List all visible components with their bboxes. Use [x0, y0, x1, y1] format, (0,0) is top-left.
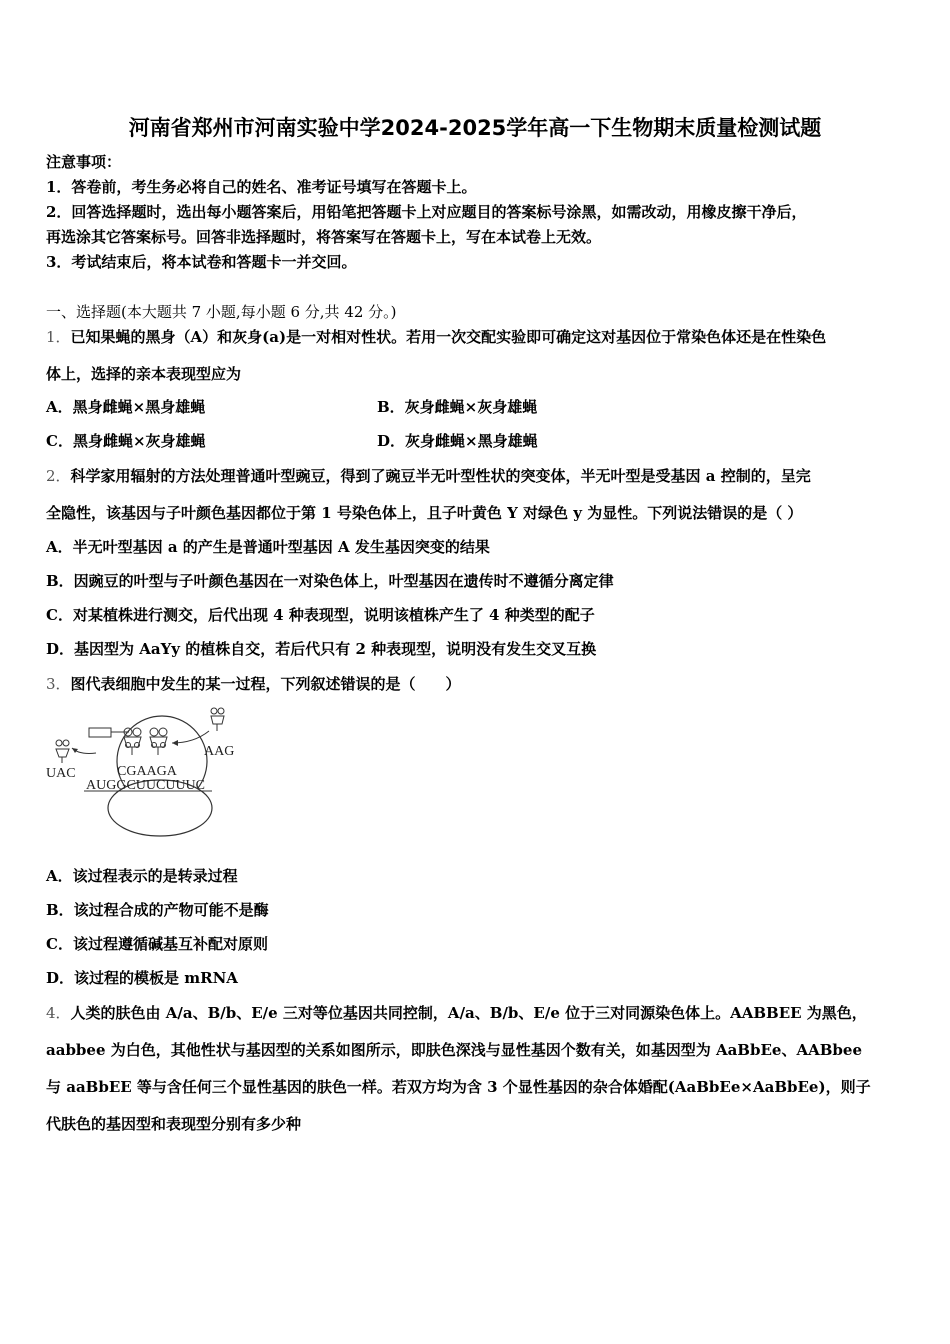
- q3-option-a: A．该过程表示的是转录过程: [46, 867, 238, 885]
- q1-option-b: B．灰身雌蝇×灰身雄蝇: [377, 398, 538, 416]
- question-number: 4．: [46, 1004, 71, 1022]
- trna-incoming: [211, 708, 224, 731]
- question-text: 已知果蝇的黑身（A）和灰身(a)是一对相对性状。若用一次交配实验即可确定这对基因位于常染色体还是在性染色: [70, 328, 827, 346]
- question-1-stem-line: 体上，选择的亲本表现型应为: [46, 365, 242, 383]
- mrna-sequence-label: AUGGCUUCUUUC: [86, 778, 206, 793]
- trna-left: [56, 740, 69, 763]
- q2-option-a: A．半无叶型基因 a 的产生是普通叶型基因 A 发生基因突变的结果: [46, 538, 490, 556]
- question-1-stem-line: [46, 327, 908, 347]
- question-3-stem-line: [46, 674, 908, 694]
- question-4-stem-line: aabbee 为白色，其他性状与基因型的关系如图所示，即肤色深浅与显性基因个数有关，如基因型为 AaBbEe、AABbee: [46, 1041, 862, 1059]
- section-heading: 一、选择题(本大题共 7 小题,每小题 6 分,共 42 分。): [46, 303, 397, 321]
- question-4-stem-line: 与 aaBbEE 等与含任何三个显性基因的肤色一样。若双方均为含 3 个显性基因的杂合体婚配(AaBbEe×AaBbEe)，则子: [46, 1078, 871, 1096]
- q1-option-d: D．灰身雌蝇×黑身雄蝇: [377, 432, 538, 450]
- q3-option-b: B．该过程合成的产物可能不是酶: [46, 901, 269, 919]
- question-number: 2．: [46, 467, 71, 485]
- q2-option-b: B．因豌豆的叶型与子叶颜色基因在一对染色体上，叶型基因在遗传时不遵循分离定律: [46, 572, 614, 590]
- question-text: 人类的肤色由 A/a、B/b、E/e 三对等位基因共同控制，A/a、B/b、E/e 位于三对同源染色体上。AABBEE 为黑色，: [70, 1004, 867, 1022]
- notice-item: 1．答卷前，考生务必将自己的姓名、准考证号填写在答题卡上。: [46, 178, 477, 196]
- question-2-stem-line: [46, 466, 908, 486]
- notice-item: 3．考试结束后，将本试卷和答题卡一并交回。: [46, 253, 357, 271]
- page-title: 河南省郑州市河南实验中学2024-2025学年高一下生物期末质量检测试题: [128, 116, 822, 140]
- question-text: 科学家用辐射的方法处理普通叶型豌豆，得到了豌豆半无叶型性状的突变体，半无叶型是受基因 a 控制的，呈完: [70, 467, 811, 485]
- question-number: 1．: [46, 328, 71, 346]
- notice-item: 2．回答选择题时，选出每小题答案后，用铅笔把答题卡上对应题目的答案标号涂黑，如需改动，用橡皮擦干净后，: [46, 203, 807, 221]
- question-number: 3．: [46, 675, 71, 693]
- q1-option-a: A．黑身雌蝇×黑身雄蝇: [46, 398, 206, 416]
- question-4-stem-line: 代肤色的基因型和表现型分别有多少种: [46, 1115, 302, 1133]
- q1-option-c: C．黑身雌蝇×灰身雄蝇: [46, 432, 206, 450]
- notice-item: 再选涂其它答案标号。回答非选择题时，将答案写在答题卡上，写在本试卷上无效。: [46, 228, 602, 246]
- translation-figure: [44, 703, 244, 843]
- question-4-stem-line: [46, 1003, 908, 1023]
- trna-in-ribosome-2: [150, 728, 167, 755]
- q2-option-d: D．基因型为 AaYy 的植株自交，若后代只有 2 种表现型，说明没有发生交叉互换: [46, 640, 597, 658]
- notice-heading: 注意事项：: [46, 153, 122, 171]
- left-anticodon-label: UAC: [46, 766, 76, 781]
- polypeptide-box: [89, 728, 111, 737]
- question-text: 图代表细胞中发生的某一过程，下列叙述错误的是（ ）: [70, 675, 461, 693]
- right-anticodon-label: AAG: [204, 744, 235, 759]
- trna-codon-label: CGAAGA: [117, 764, 177, 779]
- q3-option-c: C．该过程遵循碱基互补配对原则: [46, 935, 268, 953]
- q2-option-c: C．对某植株进行测交，后代出现 4 种表现型，说明该植株产生了 4 种类型的配子: [46, 606, 595, 624]
- question-2-stem-line: 全隐性，该基因与子叶颜色基因都位于第 1 号染色体上，且子叶黄色 Y 对绿色 y 为显性。下列说法错误的是（ ）: [46, 504, 803, 522]
- q3-option-d: D．该过程的模板是 mRNA: [46, 969, 238, 987]
